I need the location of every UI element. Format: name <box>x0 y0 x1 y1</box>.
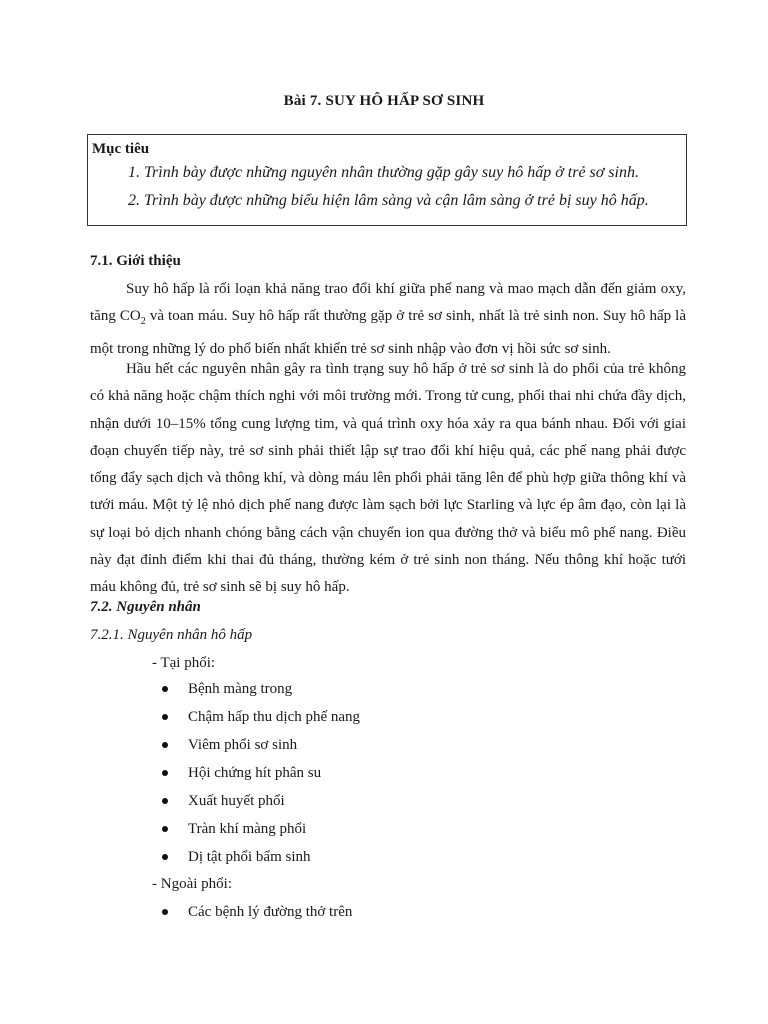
objective-item-1: 1. Trình bày được những nguyên nhân thường gặp gây suy hô hấp ở trẻ sơ sinh. <box>128 164 639 181</box>
group-label-in-lung: - Tại phổi: <box>152 655 216 671</box>
objectives-heading: Mục tiêu <box>92 141 150 157</box>
list-item <box>160 843 360 871</box>
list-item <box>160 787 360 815</box>
bullet-icon <box>162 798 168 804</box>
paragraph-text: và toan máu. Suy hô hấp rất thường gặp ở trẻ sơ sinh, nhất là trẻ sinh non. Suy hô hấp là một trong những lý do phổ biến nhất khiến trẻ sơ sinh nhập vào đơn vị hồi sức sơ sinh. <box>90 308 687 357</box>
list-item <box>160 731 360 759</box>
group-label-outside-lung: - Ngoài phổi: <box>152 876 232 892</box>
bullet-icon <box>162 909 168 915</box>
list-item-text: Dị tật phổi bẩm sinh <box>188 849 311 865</box>
list-item <box>160 703 360 731</box>
bullet-icon <box>162 826 168 832</box>
list-item <box>160 675 360 703</box>
paragraph-text: Suy hô hấp là rối loạn khả năng trao đổi khí giữa phế nang và mao mạch dẫn đến giảm oxy, tăng CO <box>90 281 686 325</box>
subsection-heading-respiratory-causes: 7.2.1. Nguyên nhân hô hấp <box>90 627 253 643</box>
list-item-text: Viêm phổi sơ sinh <box>188 737 298 753</box>
list-item <box>160 759 360 787</box>
list-item-text: Các bệnh lý đường thở trên <box>188 904 353 920</box>
list-item-text: Tràn khí màng phổi <box>188 821 307 837</box>
section-heading-causes: 7.2. Nguyên nhân <box>90 599 201 615</box>
paragraph-introduction-1 <box>90 276 686 363</box>
list-item <box>160 815 360 843</box>
bullet-icon <box>162 742 168 748</box>
objectives-box <box>87 134 687 226</box>
list-item-text: Xuất huyết phổi <box>188 793 285 809</box>
bullet-icon <box>162 770 168 776</box>
paragraph-introduction-2: Hầu hết các nguyên nhân gây ra tình trạng suy hô hấp ở trẻ sơ sinh là do phổi của trẻ không có khả năng hoặc chậm thích nghi với môi trường mới. Trong tử cung, phổi thai nhi chứa đầy dịch, nhận dưới 10–15% tổng cung lượng tim, và quá trình oxy hóa xảy ra qua bánh nhau. Đối với giai đoạn chuyển tiếp này, trẻ sơ sinh phải thiết lập sự trao đổi khí hiệu quả, các phế nang phải được tống đẩy sạch dịch và thông khí, và dòng máu lên phổi phải tăng lên để phù hợp giữa thông khí và tưới máu. Một tỷ lệ nhỏ dịch phế nang được làm sạch bởi lực Starling và lực ép âm đạo, còn lại là sự loại bỏ dịch nhanh chóng bằng cách vận chuyển ion qua đường thở và biểu mô phế nang. Điều này đạt đỉnh điểm khi thai đủ tháng, thường kém ở trẻ sinh non tháng. Nếu thông khí hoặc tưới máu không đủ, trẻ sơ sinh sẽ bị suy hô hấp. <box>90 361 686 596</box>
bullet-list-outside-lung <box>160 898 352 926</box>
subscript: 2 <box>140 316 146 328</box>
bullet-icon <box>162 854 168 860</box>
list-item-text: Bệnh màng trong <box>188 681 293 697</box>
section-heading-introduction: 7.1. Giới thiệu <box>90 253 181 269</box>
list-item-text: Hội chứng hít phân su <box>188 765 322 781</box>
bullet-icon <box>162 686 168 692</box>
page-title: Bài 7. SUY HÔ HẤP SƠ SINH <box>283 93 485 109</box>
list-item <box>160 898 352 926</box>
bullet-icon <box>162 714 168 720</box>
objective-item-2: 2. Trình bày được những biểu hiện lâm sàng và cận lâm sàng ở trẻ bị suy hô hấp. <box>128 192 649 209</box>
list-item-text: Chậm hấp thu dịch phế nang <box>188 709 361 725</box>
bullet-list-in-lung <box>160 675 360 871</box>
